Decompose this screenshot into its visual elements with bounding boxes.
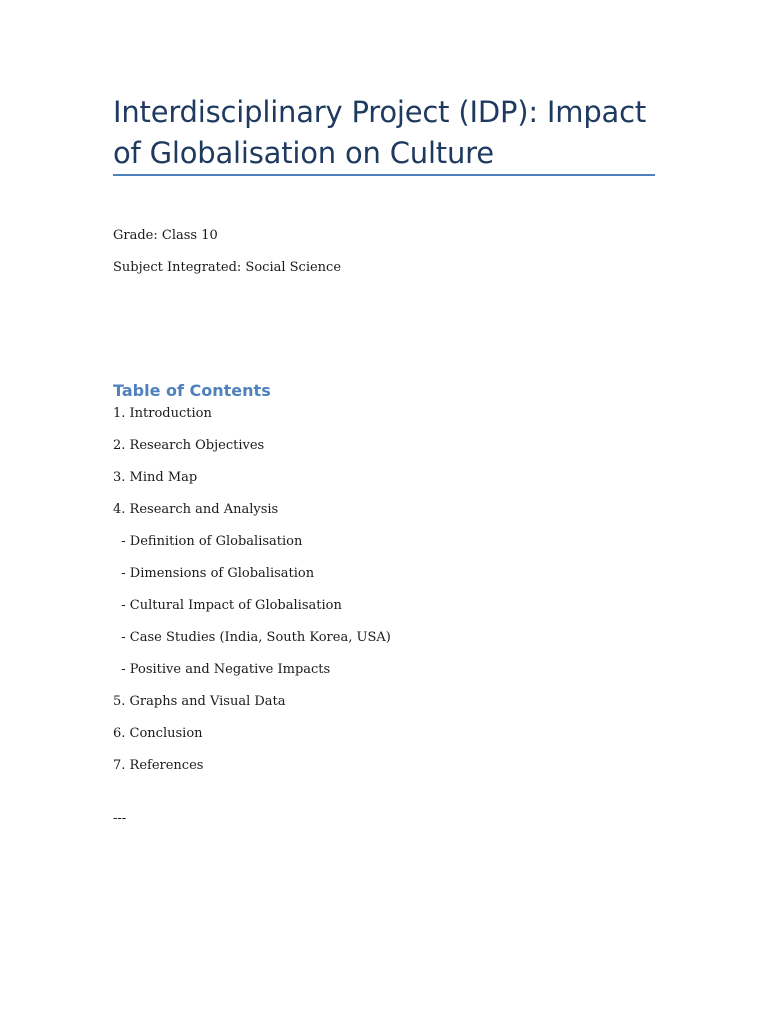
toc-list: [113, 405, 391, 789]
toc-subitem-positive-negative: - Positive and Negative Impacts: [113, 662, 331, 677]
section-separator: ---: [113, 811, 127, 826]
toc-item-conclusion: 6. Conclusion: [113, 726, 203, 741]
toc-item-graphs: 5. Graphs and Visual Data: [113, 694, 286, 709]
toc-subitem-case-studies: - Case Studies (India, South Korea, USA): [113, 630, 391, 645]
toc-subitem-cultural-impact: - Cultural Impact of Globalisation: [113, 598, 342, 613]
toc-item-references: 7. References: [113, 758, 204, 773]
grade-line: Grade: Class 10: [113, 228, 218, 243]
toc-item-research-objectives: 2. Research Objectives: [113, 438, 265, 453]
toc-item-research-and-analysis: 4. Research and Analysis: [113, 502, 279, 517]
toc-subitem-dimensions: - Dimensions of Globalisation: [113, 566, 315, 581]
toc-item-introduction: 1. Introduction: [113, 406, 212, 421]
toc-item-mind-map: 3. Mind Map: [113, 470, 198, 485]
toc-heading: Table of Contents: [113, 381, 271, 400]
page-title: Interdisciplinary Project (IDP): Impact of Globalisation on Culture: [113, 95, 647, 170]
title-underline: [113, 174, 655, 176]
toc-subitem-definition: - Definition of Globalisation: [113, 534, 303, 549]
subject-line: Subject Integrated: Social Science: [113, 260, 342, 275]
